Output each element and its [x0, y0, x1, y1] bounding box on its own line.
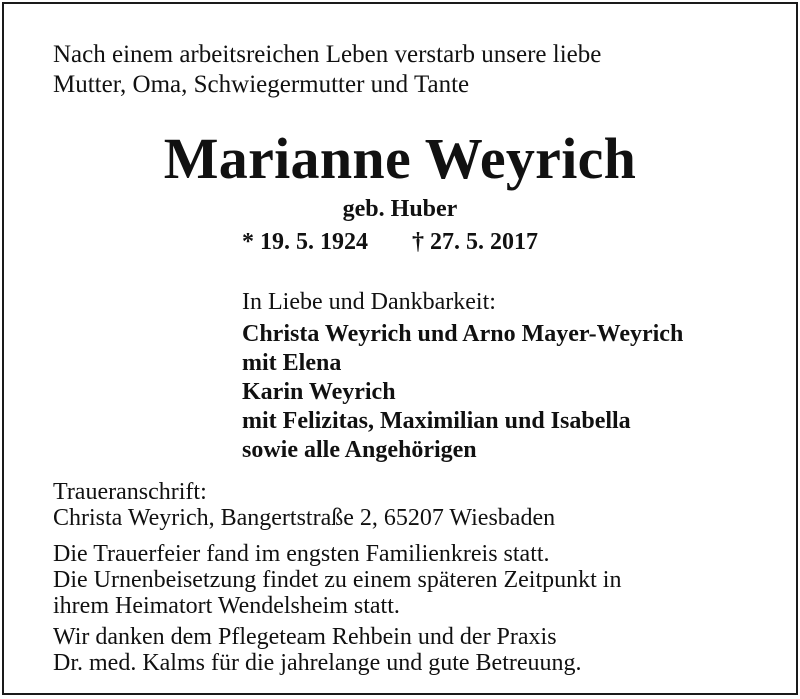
thanks-text: [53, 624, 582, 676]
address-label: Traueranschrift:: [53, 479, 207, 505]
funeral-line: Die Urnenbeisetzung findet zu einem späteren Zeitpunkt in: [53, 567, 622, 593]
mourning-address: [53, 479, 555, 531]
birth-name: geb. Huber: [342, 196, 458, 222]
mourner-line: mit Elena: [242, 350, 342, 376]
mourner-line: Christa Weyrich und Arno Mayer-Weyrich: [242, 321, 684, 347]
life-dates: [242, 227, 538, 257]
intro-text: [53, 40, 601, 100]
deceased-name: Marianne Weyrich: [163, 126, 637, 191]
death-date: † 27. 5. 2017: [412, 229, 538, 255]
mourners-heading: In Liebe und Dankbarkeit:: [242, 289, 496, 315]
birth-date: * 19. 5. 1924: [242, 229, 368, 255]
mourner-line: sowie alle Angehörigen: [242, 437, 477, 463]
intro-line-1: Nach einem arbeitsreichen Leben verstarb unsere liebe: [53, 41, 602, 68]
thanks-line: Wir danken dem Pflegeteam Rehbein und der Praxis: [53, 624, 557, 650]
address-line: Christa Weyrich, Bangertstraße 2, 65207 Wiesbaden: [53, 505, 556, 531]
funeral-line: ihrem Heimatort Wendelsheim statt.: [53, 593, 400, 619]
funeral-info: [53, 541, 621, 619]
thanks-line: Dr. med. Kalms für die jahrelange und gute Betreuung.: [53, 650, 582, 676]
obituary-notice: [2, 2, 798, 695]
funeral-line: Die Trauerfeier fand im engsten Familienkreis statt.: [53, 541, 550, 567]
mourners-list: [242, 320, 683, 465]
mourner-line: mit Felizitas, Maximilian und Isabella: [242, 408, 631, 434]
mourner-line: Karin Weyrich: [242, 379, 396, 405]
intro-line-2: Mutter, Oma, Schwiegermutter und Tante: [53, 71, 470, 98]
